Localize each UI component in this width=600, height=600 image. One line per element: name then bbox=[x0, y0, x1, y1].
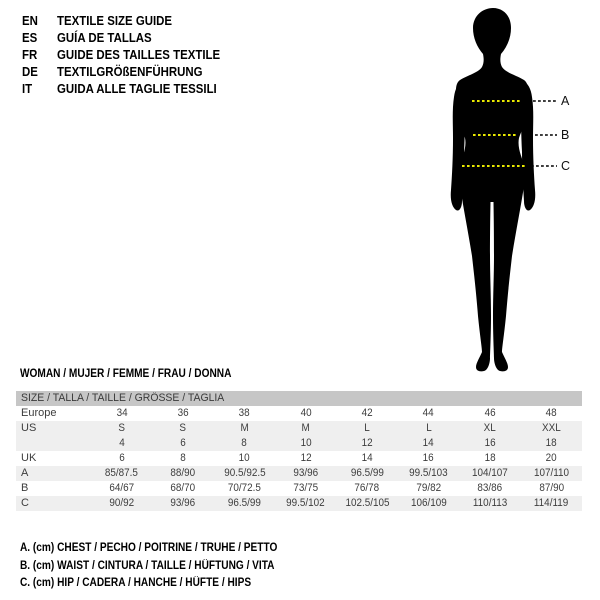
table-cell: 6 bbox=[180, 437, 186, 449]
table-cell: 96.5/99 bbox=[227, 497, 261, 509]
table-cell: 14 bbox=[423, 437, 435, 449]
table-cell: 12 bbox=[300, 452, 312, 464]
table-cell: 106/109 bbox=[410, 497, 447, 509]
table-cell: 99.5/102 bbox=[286, 497, 326, 509]
table-cell: L bbox=[364, 422, 370, 434]
table-cell: 64/67 bbox=[109, 482, 135, 494]
measurement-notes bbox=[20, 540, 312, 593]
language-row-de bbox=[22, 63, 242, 80]
size-table-header-text: SIZE / TALLA / TAILLE / GRÖSSE / TAGLIA bbox=[21, 392, 225, 404]
table-cell: 70/72.5 bbox=[227, 482, 261, 494]
language-label: GUÍA DE TALLAS bbox=[57, 30, 152, 45]
table-cell: 110/113 bbox=[472, 497, 508, 509]
table-cell: 10 bbox=[238, 452, 250, 464]
language-code: FR bbox=[22, 47, 38, 62]
table-cell: 16 bbox=[423, 452, 435, 464]
size-table-header bbox=[16, 391, 582, 406]
language-row-en bbox=[22, 12, 242, 29]
table-cell: 48 bbox=[545, 407, 557, 419]
row-label bbox=[16, 436, 91, 451]
table-cell: 85/87.5 bbox=[105, 467, 139, 479]
table-cell: 83/86 bbox=[477, 482, 503, 494]
table-cell: 73/75 bbox=[293, 482, 319, 494]
table-cell: 34 bbox=[116, 407, 128, 419]
table-cell: 16 bbox=[484, 437, 496, 449]
table-cell: 18 bbox=[545, 437, 557, 449]
table-cell: 42 bbox=[361, 407, 373, 419]
table-cell: XXL bbox=[541, 422, 561, 434]
table-cell: 44 bbox=[423, 407, 435, 419]
measure-label-chest: A bbox=[561, 94, 570, 108]
row-label: UK bbox=[21, 452, 37, 464]
table-cell: 76/78 bbox=[354, 482, 380, 494]
language-row-it bbox=[22, 80, 242, 97]
table-cell: 99.5/103 bbox=[409, 467, 448, 479]
row-label: C bbox=[21, 497, 29, 509]
language-row-fr bbox=[22, 46, 242, 63]
table-cell: 20 bbox=[545, 452, 557, 464]
silhouette-body bbox=[454, 8, 530, 371]
row-label: A bbox=[21, 467, 29, 479]
table-cell: 38 bbox=[238, 407, 250, 419]
note-line-c: C. (cm) HIP / CADERA / HANCHE / HÜFTE / HIPS bbox=[20, 577, 252, 589]
table-row-b bbox=[16, 481, 582, 496]
table-cell: 40 bbox=[300, 407, 312, 419]
table-cell: 36 bbox=[177, 407, 189, 419]
woman-heading bbox=[20, 368, 260, 380]
table-cell: S bbox=[179, 422, 187, 434]
table-cell: 107/110 bbox=[533, 467, 569, 479]
table-cell: 18 bbox=[484, 452, 496, 464]
table-cell: 88/90 bbox=[170, 467, 196, 479]
table-cell: S bbox=[118, 422, 125, 434]
table-cell: 93/96 bbox=[293, 467, 319, 479]
table-cell: 14 bbox=[361, 452, 373, 464]
woman-silhouette-figure bbox=[438, 6, 563, 374]
row-label: Europe bbox=[21, 407, 57, 419]
language-code: IT bbox=[22, 81, 33, 96]
table-cell: 87/90 bbox=[538, 482, 564, 494]
language-code: EN bbox=[22, 13, 38, 28]
table-row-uk bbox=[16, 451, 582, 466]
table-cell: 8 bbox=[180, 452, 186, 464]
table-cell: XL bbox=[483, 422, 496, 434]
table-cell: 104/107 bbox=[472, 467, 508, 479]
language-label: GUIDA ALLE TAGLIE TESSILI bbox=[57, 81, 217, 96]
table-cell: 6 bbox=[118, 452, 125, 464]
table-cell: 79/82 bbox=[416, 482, 441, 494]
table-cell: 96.5/99 bbox=[350, 467, 384, 479]
table-cell: 12 bbox=[361, 437, 373, 449]
table-cell: 90.5/92.5 bbox=[223, 467, 266, 479]
language-code: DE bbox=[22, 64, 38, 79]
measure-label-waist: B bbox=[561, 128, 570, 142]
table-cell: 90/92 bbox=[109, 497, 135, 509]
table-cell: 46 bbox=[484, 407, 496, 419]
table-row bbox=[16, 436, 582, 451]
table-cell: 102.5/105 bbox=[345, 497, 390, 509]
table-cell: L bbox=[425, 422, 432, 434]
table-row-us bbox=[16, 421, 582, 436]
table-cell: 114/119 bbox=[534, 497, 569, 509]
table-cell: 68/70 bbox=[170, 482, 196, 494]
size-table-rows bbox=[16, 406, 582, 511]
size-table bbox=[16, 391, 582, 511]
language-row-es bbox=[22, 29, 242, 46]
row-label: B bbox=[21, 482, 29, 494]
woman-heading-text: WOMAN / MUJER / FEMME / FRAU / DONNA bbox=[20, 368, 232, 380]
table-cell: 93/96 bbox=[170, 497, 196, 509]
language-label: GUIDE DES TAILLES TEXTILE bbox=[57, 47, 221, 62]
table-cell: M bbox=[240, 422, 249, 434]
note-line-b: B. (cm) WAIST / CINTURA / TAILLE / HÜFTUNG / VITA bbox=[20, 559, 275, 572]
table-row-c bbox=[16, 496, 582, 511]
language-label: TEXTILGRÖßENFÜHRUNG bbox=[57, 64, 203, 79]
measure-label-hip: C bbox=[561, 159, 571, 173]
table-row-a bbox=[16, 466, 582, 481]
table-cell: 8 bbox=[241, 437, 248, 449]
table-cell: 10 bbox=[300, 437, 312, 449]
note-line-a: A. (cm) CHEST / PECHO / POITRINE / TRUHE / PETTO bbox=[20, 542, 278, 554]
language-code: ES bbox=[22, 30, 38, 45]
table-cell: M bbox=[301, 422, 310, 434]
language-label: TEXTILE SIZE GUIDE bbox=[57, 13, 173, 28]
language-legend bbox=[22, 12, 242, 97]
row-label: US bbox=[21, 422, 37, 434]
table-row-europe bbox=[16, 406, 582, 421]
table-cell: 4 bbox=[118, 437, 125, 449]
